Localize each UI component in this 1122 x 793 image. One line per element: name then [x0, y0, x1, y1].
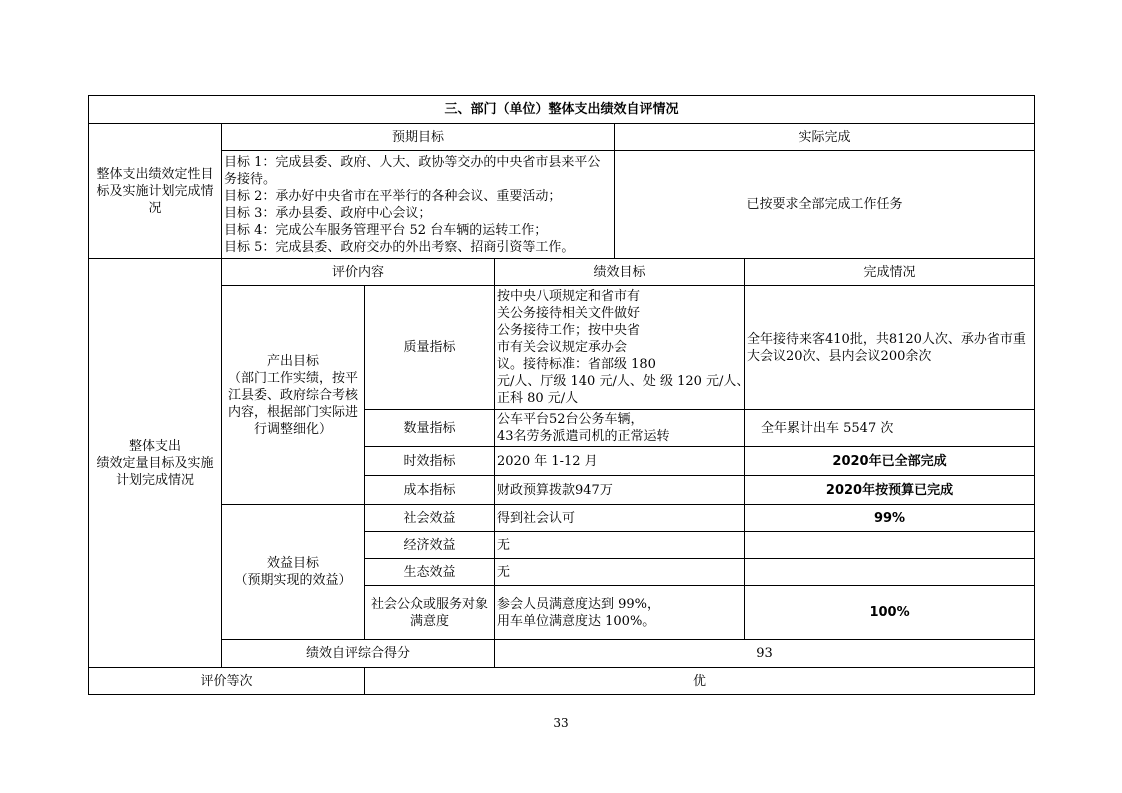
timeliness-status: 2020年已全部完成	[745, 447, 1035, 476]
ecological-benefit-status	[745, 559, 1035, 586]
ecological-benefit-target: 无	[495, 559, 745, 586]
goal-item: 目标 5：完成县委、政府交办的外出考察、招商引资等工作。	[224, 239, 575, 255]
quantity-status: 全年累计出车 5547 次	[745, 410, 1035, 447]
goal-item: 目标 1：完成县委、政府、人大、政协等交办的中央省市县来平公务接待。	[224, 154, 601, 187]
satisfaction-status: 100%	[745, 586, 1035, 640]
actual-completion-cell: 已按要求全部完成工作任务	[615, 151, 1035, 259]
social-benefit-target: 得到社会认可	[495, 505, 745, 532]
cost-target: 财政预算拨款947万	[495, 476, 745, 505]
timeliness-target: 2020 年 1-12 月	[495, 447, 745, 476]
quantitative-section-label: 整体支出 绩效定量目标及实施 计划完成情况	[89, 259, 222, 668]
satisfaction-indicator: 社会公众或服务对象 满意度	[365, 586, 495, 640]
grade-label: 评价等次	[89, 668, 365, 695]
quality-target: 按中央八项规定和省市有 关公务接待相关文件做好 公务接待工作；按中央省 市有关会议规定承办会 议。接待标准：省部级 180 元/人、厅级 140 元/人、处 级 120 元/人、 正科 80 元/人	[495, 286, 745, 410]
actual-completion-header: 实际完成	[615, 124, 1035, 151]
economic-benefit-indicator: 经济效益	[365, 532, 495, 559]
goal-item: 目标 4：完成公车服务管理平台 52 台车辆的运转工作；	[224, 222, 548, 238]
completion-status-header: 完成情况	[745, 259, 1035, 286]
expected-goal-header: 预期目标	[222, 124, 615, 151]
score-value: 93	[495, 640, 1035, 668]
cost-indicator: 成本指标	[365, 476, 495, 505]
quantity-indicator: 数量指标	[365, 410, 495, 447]
table-title: 三、部门（单位）整体支出绩效自评情况	[89, 96, 1035, 124]
grade-value: 优	[365, 668, 1035, 695]
evaluation-content-header: 评价内容	[222, 259, 495, 286]
quantity-target: 公车平台52台公务车辆， 43名劳务派遣司机的正常运转	[495, 410, 745, 447]
goal-item: 目标 2：承办好中央省市在平举行的各种会议、重要活动；	[224, 188, 562, 204]
benefit-goal-label: 效益目标 （预期实现的效益）	[222, 505, 365, 640]
goal-item: 目标 3：承办县委、政府中心会议；	[224, 205, 432, 221]
qualitative-section-label: 整体支出绩效定性目标及实施计划完成情况	[89, 124, 222, 259]
economic-benefit-status	[745, 532, 1035, 559]
output-goal-label: 产出目标 （部门工作实绩，按平 江县委、政府综合考核 内容，根据部门实际进 行调整细化）	[222, 286, 365, 505]
score-label: 绩效自评综合得分	[222, 640, 495, 668]
economic-benefit-target: 无	[495, 532, 745, 559]
performance-target-header: 绩效目标	[495, 259, 745, 286]
timeliness-indicator: 时效指标	[365, 447, 495, 476]
ecological-benefit-indicator: 生态效益	[365, 559, 495, 586]
cost-status: 2020年按预算已完成	[745, 476, 1035, 505]
quality-indicator: 质量指标	[365, 286, 495, 410]
expected-goals-cell	[222, 151, 615, 259]
quality-status: 全年接待来客410批，共8120人次、承办省市重大会议20次、县内会议200余次	[745, 286, 1035, 410]
satisfaction-target: 参会人员满意度达到 99%， 用车单位满意度达 100%。	[495, 586, 745, 640]
social-benefit-status: 99%	[745, 505, 1035, 532]
page-number: 33	[553, 716, 569, 730]
social-benefit-indicator: 社会效益	[365, 505, 495, 532]
performance-table	[88, 95, 1035, 695]
